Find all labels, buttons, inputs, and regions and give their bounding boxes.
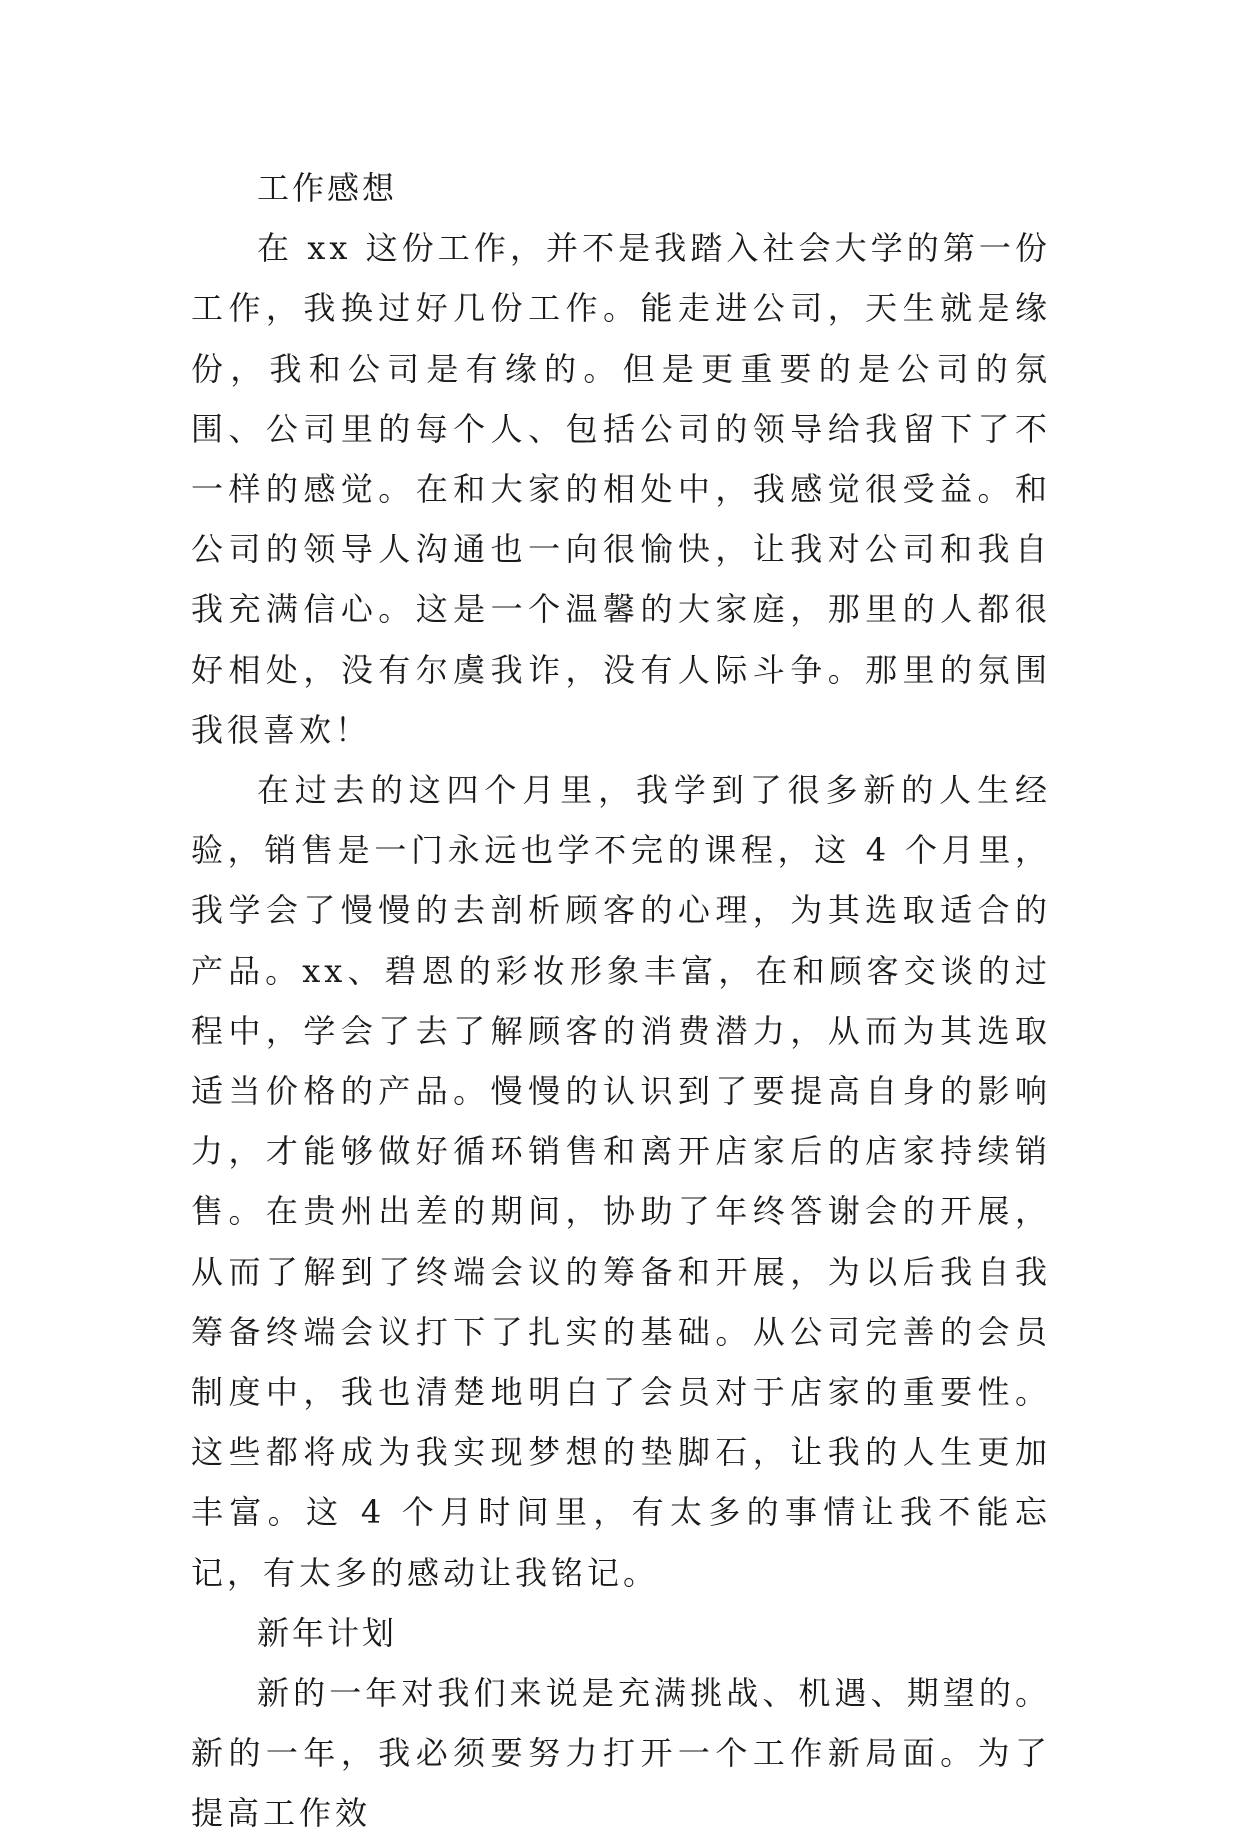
document-body bbox=[191, 158, 1051, 1844]
section-heading-new-year-plan: 新年计划 bbox=[257, 1613, 398, 1652]
paragraph: 新的一年对我们来说是充满挑战、机遇、期望的。新的一年，我必须要努力打开一个工作新局面。为了提高工作效 bbox=[191, 1674, 1051, 1833]
paragraph: 在 xx 这份工作，并不是我踏入社会大学的第一份工作，我换过好几份工作。能走进公司，天生就是缘份，我和公司是有缘的。但是更重要的是公司的氛围、公司里的每个人、包括公司的领导给我留下了不一样的感觉。在和大家的相处中，我感觉很受益。和公司的领导人沟通也一向很愉快，让我对公司和我自我充满信心。这是一个温馨的大家庭，那里的人都很好相处，没有尔虞我诈，没有人际斗争。那里的氛围我很喜欢！ bbox=[191, 229, 1051, 749]
section-heading-work-reflections: 工作感想 bbox=[257, 169, 398, 207]
paragraph: 在过去的这四个月里，我学到了很多新的人生经验，销售是一门永远也学不完的课程，这 4 个月里，我学会了慢慢的去剖析顾客的心理，为其选取适合的产品。xx、碧恩的彩妆形象丰富，在和顾客交谈的过程中，学会了去了解顾客的消费潜力，从而为其选取适当价格的产品。慢慢的认识到了要提高自身的影响力，才能够做好循环销售和离开店家后的店家持续销售。在贵州出差的期间，协助了年终答谢会的开展，从而了解到了终端会议的筹备和开展，为以后我自我筹备终端会议打下了扎实的基础。从公司完善的会员制度中，我也清楚地明白了会员对于店家的重要性。这些都将成为我实现梦想的垫脚石，让我的人生更加丰富。这 4 个月时间里，有太多的事情让我不能忘记，有太多的感动让我铭记。 bbox=[191, 771, 1051, 1592]
